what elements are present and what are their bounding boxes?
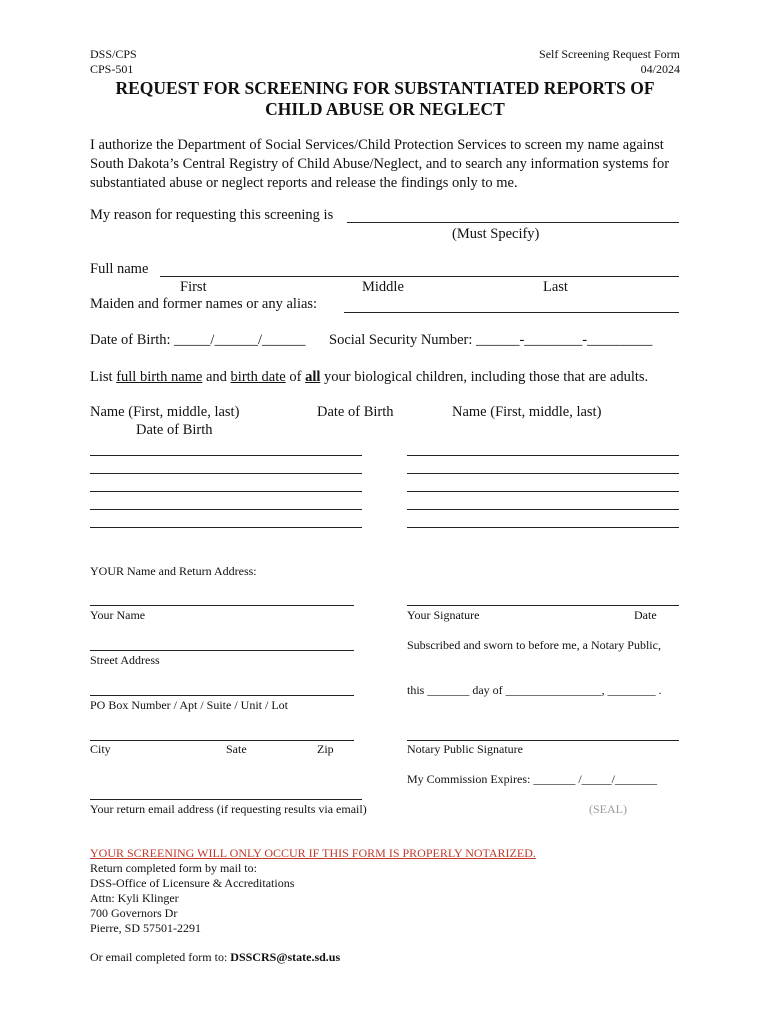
reason-field[interactable] xyxy=(347,222,679,223)
address-heading: YOUR Name and Return Address: xyxy=(90,564,257,578)
your-name-caption: Your Name xyxy=(90,608,146,622)
title-line-1: REQUEST FOR SCREENING FOR SUBSTANTIATED REPORTS OF xyxy=(115,78,655,98)
child-line-right-3[interactable] xyxy=(407,491,679,492)
signature-caption: Your Signature xyxy=(407,608,480,622)
ssn-field[interactable]: Social Security Number: ______-________-_________ xyxy=(329,332,653,348)
child-line-left-3[interactable] xyxy=(90,491,362,492)
title-line-2: CHILD ABUSE OR NEGLECT xyxy=(265,99,505,119)
child-line-right-1[interactable] xyxy=(407,455,679,456)
form-number: CPS-501 xyxy=(90,62,134,76)
col-dob-1: Date of Birth xyxy=(317,404,394,420)
street-field[interactable] xyxy=(90,650,354,651)
mail-attn: Attn: Kyli Klinger xyxy=(90,891,179,905)
reason-label: My reason for requesting this screening is xyxy=(90,207,334,223)
must-specify-note: (Must Specify) xyxy=(452,226,540,242)
children-instructions: List full birth name and birth date of all your biological children, including those that are adults. xyxy=(90,369,649,385)
form-date: 04/2024 xyxy=(640,62,680,76)
child-line-right-2[interactable] xyxy=(407,473,679,474)
maiden-field[interactable] xyxy=(344,312,679,313)
commission-expires-field[interactable]: My Commission Expires: _______ /_____/_______ xyxy=(407,772,658,786)
email-instructions: Or email completed form to: DSSCRS@state.sd.us xyxy=(90,950,341,964)
notary-signature-caption: Notary Public Signature xyxy=(407,742,523,756)
child-line-right-4[interactable] xyxy=(407,509,679,510)
state-caption: Sate xyxy=(226,742,247,756)
last-name-caption: Last xyxy=(543,279,568,295)
col-name-1: Name (First, middle, last) xyxy=(90,404,240,420)
date-caption: Date xyxy=(634,608,657,622)
full-name-label: Full name xyxy=(90,261,149,277)
email-field[interactable] xyxy=(90,799,362,800)
form-name: Self Screening Request Form xyxy=(539,47,680,61)
po-box-caption: PO Box Number / Apt / Suite / Unit / Lot xyxy=(90,698,289,712)
col-name-2: Name (First, middle, last) xyxy=(452,404,602,420)
signature-field[interactable] xyxy=(407,605,679,606)
child-line-right-5[interactable] xyxy=(407,527,679,528)
child-line-left-5[interactable] xyxy=(90,527,362,528)
sworn-statement: Subscribed and sworn to before me, a Notary Public, xyxy=(407,638,661,652)
col-dob-2: Date of Birth xyxy=(136,422,213,438)
notary-day-field[interactable]: this _______ day of ________________, ________ . xyxy=(407,683,662,697)
mail-intro: Return completed form by mail to: xyxy=(90,861,257,875)
your-name-field[interactable] xyxy=(90,605,354,606)
po-box-field[interactable] xyxy=(90,695,354,696)
mail-city: Pierre, SD 57501-2291 xyxy=(90,921,201,935)
dob-field[interactable]: Date of Birth: _____/______/______ xyxy=(90,332,306,348)
mail-street: 700 Governors Dr xyxy=(90,906,178,920)
child-line-left-4[interactable] xyxy=(90,509,362,510)
middle-name-caption: Middle xyxy=(362,279,404,295)
authorization-text: I authorize the Department of Social Services/Child Protection Services to screen my name against South Dakota’s Central Registry of Child Abuse/Neglect, and to search any information systems for substantiated abuse or neglect reports and release the findings only to me. xyxy=(90,137,670,191)
full-name-field[interactable] xyxy=(160,276,679,277)
child-line-left-2[interactable] xyxy=(90,473,362,474)
notarization-warning: YOUR SCREENING WILL ONLY OCCUR IF THIS FORM IS PROPERLY NOTARIZED. xyxy=(90,846,536,860)
notary-signature-field[interactable] xyxy=(407,740,679,741)
city-state-zip-field[interactable] xyxy=(90,740,354,741)
street-caption: Street Address xyxy=(90,653,160,667)
email-caption: Your return email address (if requesting results via email) xyxy=(90,802,367,816)
child-line-left-1[interactable] xyxy=(90,455,362,456)
city-caption: City xyxy=(90,742,111,756)
seal-placeholder: (SEAL) xyxy=(589,802,627,816)
first-name-caption: First xyxy=(180,279,207,295)
maiden-label: Maiden and former names or any alias: xyxy=(90,296,318,312)
zip-caption: Zip xyxy=(317,742,334,756)
email-address-link[interactable]: DSSCRS@state.sd.us xyxy=(230,950,341,964)
mail-org: DSS-Office of Licensure & Accreditations xyxy=(90,876,295,890)
agency-code: DSS/CPS xyxy=(90,47,137,61)
